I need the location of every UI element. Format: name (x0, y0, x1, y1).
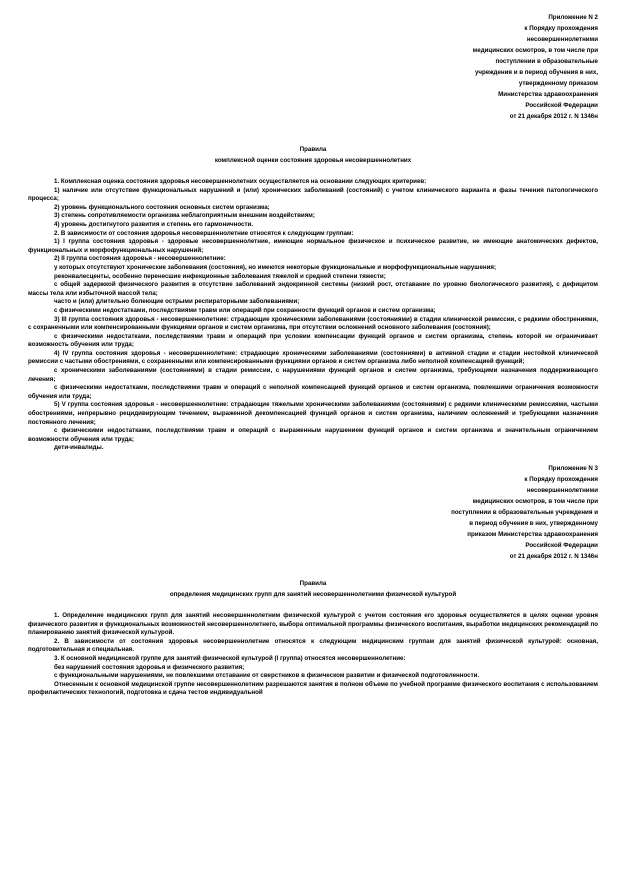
appendix-3-line-7: приказом Министерства здравоохранения (467, 531, 598, 538)
appendix-3-line-9: от 21 декабря 2012 г. N 1346н (509, 553, 598, 560)
appendix-3-line-4: медицинских осмотров, в том числе при (472, 498, 598, 505)
paragraph-2-4: без нарушений состояния здоровья и физического развития; (54, 663, 245, 671)
paragraph-1-2: 1) наличие или отсутствие функциональных нарушений и (или) хронических заболеваний (состояний) с учетом клинического варианта и фазы течения патологического процесса; (28, 186, 598, 203)
title-1-subheading: комплексной оценки состояния здоровья несовершеннолетних (214, 157, 412, 164)
appendix-2-line-6: учреждения и в период обучения в них, (474, 69, 598, 76)
paragraph-2-3: 3. К основной медицинской группе для занятий физической культурой (I группа) относятся несовершеннолетние: (54, 654, 406, 662)
document-title-1 (28, 144, 598, 166)
appendix-2-line-5: поступлении в образовательные (495, 58, 598, 65)
paragraph-2-6: Отнесенным к основной медицинской группе несовершеннолетним разрешаются занятия в полном объеме по учебной программе физического воспитания с использованием профилактических технологий, подготовка и сдача тестов индивидуальной (28, 680, 598, 697)
appendix-2-reference (362, 12, 598, 122)
paragraph-2-2: 2. В зависимости от состояния здоровья несовершеннолетние относятся к следующим медицинским группам для занятий физической культурой: основная, подготовительная и специальная. (28, 637, 598, 654)
paragraph-1-3: 2) уровень функционального состояния основных систем организма; (54, 203, 270, 211)
paragraph-1-12: часто и (или) длительно болеющие острыми респираторными заболеваниями; (54, 298, 300, 306)
paragraph-2-1: 1. Определение медицинских групп для занятий несовершеннолетним физической культурой с учетом состояния его здоровья осуществляется в целях оценки уровня физического развития и функциональных возможностей несовершеннолетнего, выбора оптимальной программы физического воспитания, выработки медицинских рекомендаций по планированию занятий физической культурой. (28, 612, 598, 637)
paragraph-1-20: с физическими недостатками, последствиями травм и операций с выраженным нарушением функций органов и систем организма и значительным ограничением возможности обучения или труда; (28, 427, 598, 443)
appendix-2-line-3: несовершеннолетними (526, 36, 598, 43)
title-1-heading: Правила (299, 146, 327, 153)
paragraph-1-9: у которых отсутствуют хронические заболевания (состояния), но имеются некоторые функциональные и морфофункциональные нарушения; (54, 263, 497, 271)
paragraph-1-15: с физическими недостатками, последствиями травм и операций при условии компенсации функций органов и систем организма, степень которой не ограничивает возможность обучения или труда; (28, 332, 598, 349)
appendix-2-line-9: Российской Федерации (525, 102, 598, 109)
paragraph-1-6: 2. В зависимости от состояния здоровья несовершеннолетние относятся к следующим группам: (54, 229, 354, 237)
paragraph-1-14: 3) III группа состояния здоровья - несовершеннолетние: страдающие хроническими заболеваниями (состояниями) в стадии клинической ремиссии, с редкими обострениями, с сохраненными или компенсированными функциями органов и систем организма, при отсутствии осложнений основного заболевания (состояния); (28, 315, 598, 332)
title-2-heading: Правила (299, 580, 327, 587)
appendix-3-line-1: Приложение N 3 (548, 465, 598, 472)
appendix-3-reference (362, 463, 598, 562)
body-section-2 (28, 612, 598, 698)
appendix-2-line-10: от 21 декабря 2012 г. N 1346н (509, 113, 598, 120)
appendix-3-line-3: несовершеннолетними (526, 487, 598, 494)
paragraph-1-11: с общей задержкой физического развития в отсутствие заболеваний эндокринной системы (низкий рост, отставание по уровню биологического развития), с дефицитом массы тела или избыточной массой тела; (28, 281, 598, 297)
paragraph-1-5: 4) уровень достигнутого развития и степень его гармоничности. (54, 220, 254, 228)
appendix-3-line-8: Российской Федерации (525, 542, 598, 549)
paragraph-1-17: с хроническими заболеваниями (состояниями) в стадии ремиссии, с нарушениями функций органов и систем организма, требующими назначения поддерживающего лечения; (28, 367, 598, 383)
paragraph-1-19: 5) V группа состояния здоровья - несовершеннолетние: страдающие тяжелыми хроническими заболеваниями (состояниями) с редкими клиническими ремиссиями, частыми обострениями, непрерывно рецидивирующим течением, выраженной декомпенсацией функций органов и систем организма, наличием осложнений и требующими назначения постоянного лечения; (28, 401, 598, 426)
appendix-2-line-8: Министерства здравоохранения (498, 91, 598, 98)
appendix-3-line-6: в период обучения в них, утвержденному (469, 520, 598, 527)
appendix-3-line-5: поступлении в образовательные учреждения и (451, 509, 598, 516)
paragraph-1-18: с физическими недостатками, последствиями травм и операций с неполной компенсацией функций органов и систем организма, повлекшими ограничения возможности обучения или труда; (28, 384, 598, 400)
paragraph-1-21: дети-инвалиды. (54, 444, 104, 452)
paragraph-1-16: 4) IV группа состояния здоровья - несовершеннолетние: страдающие хроническими заболеваниями (состояниями) в активной стадии и стадии нестойкой клинической ремиссии с частыми обострениями, с сохраненными или компенсированными функциями органов и систем организма либо неполной компенсацией функций; (28, 349, 598, 366)
document-title-2 (28, 578, 598, 600)
appendix-3-line-2: к Порядку прохождения (524, 476, 598, 483)
paragraph-1-8: 2) II группа состояния здоровья - несовершеннолетние: (54, 255, 226, 263)
appendix-2-line-7: утвержденному приказом (518, 80, 598, 87)
paragraph-1-7: 1) I группа состояния здоровья - здоровые несовершеннолетние, имеющие нормальное физическое и психическое развитие, не имеющие анатомических дефектов, функциональных и морфофункциональных нарушений; (28, 238, 598, 254)
paragraph-1-1: 1. Комплексная оценка состояния здоровья несовершеннолетних осуществляется на основании следующих критериев: (54, 178, 427, 185)
appendix-2-line-2: к Порядку прохождения (524, 25, 598, 32)
paragraph-1-10: реконвалесценты, особенно перенесшие инфекционные заболевания тяжелой и средней степени тяжести; (54, 272, 386, 280)
appendix-2-line-4: медицинских осмотров, в том числе при (472, 47, 598, 54)
appendix-2-line-1: Приложение N 2 (548, 14, 598, 21)
paragraph-1-13: с физическими недостатками, последствиями травм или операций при сохранности функций органов и систем организма; (54, 306, 436, 314)
paragraph-2-5: с функциональными нарушениями, не повлекшими отставание от сверстников в физическом развитии и физической подготовленности. (54, 672, 480, 680)
body-section-1 (28, 178, 598, 453)
paragraph-1-4: 3) степень сопротивляемости организма неблагоприятным внешним воздействиям; (54, 212, 315, 220)
title-2-subheading: определения медицинских групп для занятий несовершеннолетними физической культурой (169, 591, 457, 598)
